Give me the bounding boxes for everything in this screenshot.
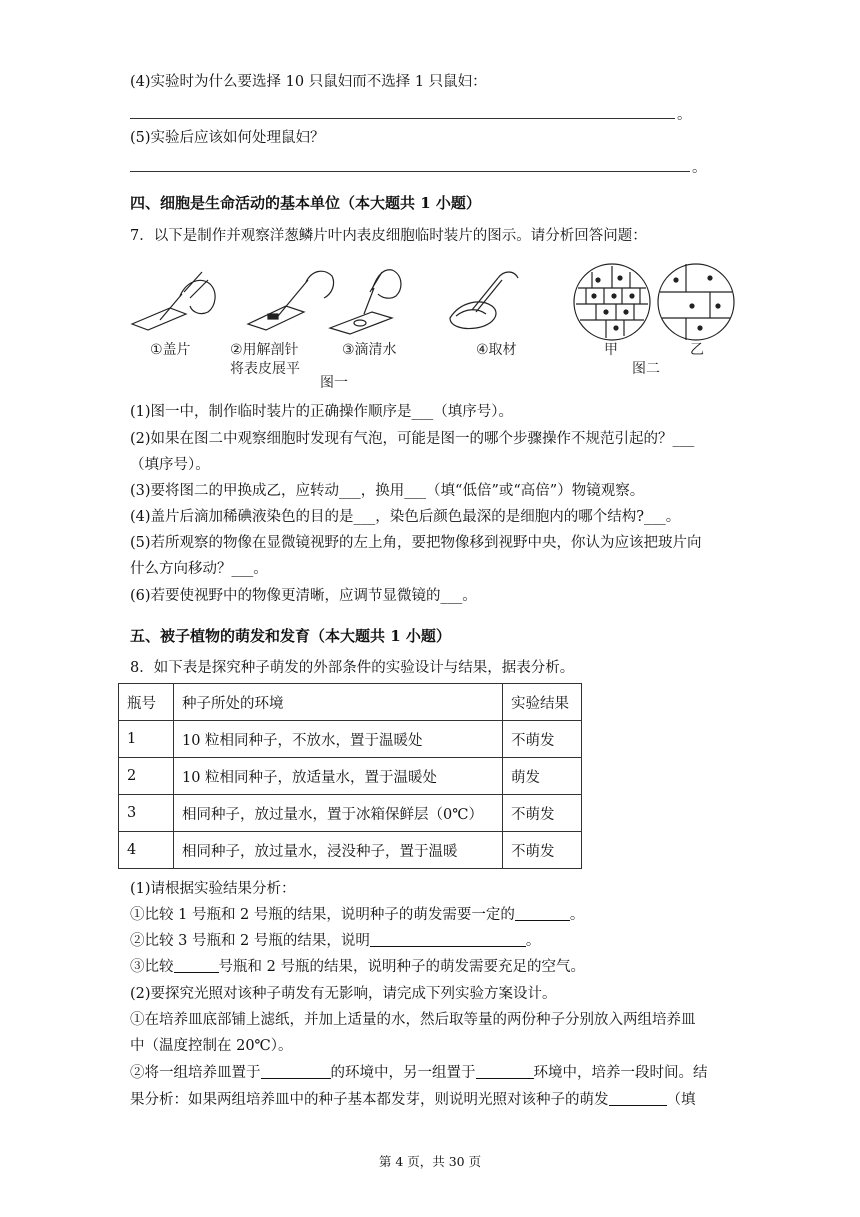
question-8-1c-text: ③比较 xyxy=(130,959,174,975)
question-8-2b-line1 xyxy=(130,1063,708,1083)
figure-two-caption: 图二 xyxy=(632,361,660,377)
table-header-cell: 种子所处的环境 xyxy=(174,684,503,721)
question-8-2b2-text: 果分析：如果两组培养皿中的种子基本都发芽，则说明光照对该种子的萌发 xyxy=(130,1092,609,1108)
answer-blank xyxy=(261,1064,331,1079)
question-8-2b2-text-post: （填 xyxy=(666,1092,696,1108)
period-6-5: 。 xyxy=(692,160,707,176)
question-8-2a-line1: ①在培养皿底部铺上滤纸，并加上适量的水，然后取等量的两份种子分别放入两组培养皿 xyxy=(130,1012,696,1028)
table-cell: 2 xyxy=(119,758,174,795)
page-footer: 第 4 页，共 30 页 xyxy=(378,1154,482,1169)
table-cell: 10 粒相同种子，不放水，置于温暖处 xyxy=(174,721,503,758)
question-6-5: (5)实验后应该如何处理鼠妇？ xyxy=(130,130,325,146)
table-cell: 不萌发 xyxy=(503,795,582,832)
question-7-2a: (2)如果在图二中观察细胞时发现有气泡，可能是图一的哪个步骤操作不规范引起的？___ xyxy=(130,431,695,447)
table-cell: 不萌发 xyxy=(503,832,582,869)
question-8-1c-text-post: 号瓶和 2 号瓶的结果，说明种子的萌发需要充足的空气。 xyxy=(218,959,585,975)
figure-one-caption: 图一 xyxy=(320,375,348,391)
answer-blank xyxy=(515,906,570,921)
question-8-1a xyxy=(130,905,584,925)
experiment-figure xyxy=(120,262,740,398)
figure-label-jia: 甲 xyxy=(604,342,618,358)
answer-line-6-5 xyxy=(130,171,690,172)
question-8-2b-text-post: 环境中，培养一段时间。结 xyxy=(533,1065,708,1081)
question-8-2b-text: ②将一组培养皿置于 xyxy=(130,1065,261,1081)
table-cell: 4 xyxy=(119,832,174,869)
question-7-stem: 7．以下是制作并观察洋葱鳞片叶内表皮细胞临时装片的图示。请分析回答问题： xyxy=(130,228,647,244)
question-8-2: (2)要探究光照对该种子萌发有无影响，请完成下列实验方案设计。 xyxy=(130,986,557,1002)
cover-slip-illustration xyxy=(132,272,215,330)
field-of-view-jia xyxy=(574,264,650,340)
figure-label-step2a: ②用解剖针 xyxy=(230,342,299,358)
table-cell: 萌发 xyxy=(503,758,582,795)
question-8-1b xyxy=(130,931,540,951)
answer-blank xyxy=(370,932,526,947)
answer-blank xyxy=(174,958,219,973)
question-6-4: (4)实验时为什么要选择 10 只鼠妇而不选择 1 只鼠妇： xyxy=(130,74,487,90)
section-4-title: 四、细胞是生命活动的基本单位（本大题共 1 小题） xyxy=(130,194,481,212)
answer-blank xyxy=(609,1091,667,1106)
question-8-stem: 8．如下表是探究种子萌发的外部条件的实验设计与结果，据表分析。 xyxy=(130,660,575,676)
table-cell: 1 xyxy=(119,721,174,758)
table-cell: 3 xyxy=(119,795,174,832)
question-8-1b-text: ②比较 3 号瓶和 2 号瓶的结果，说明 xyxy=(130,933,370,949)
question-7-5b: 什么方向移动？___。 xyxy=(130,561,268,577)
question-7-2b: （填序号）。 xyxy=(130,457,210,473)
question-8-2a-line2: 中（温度控制在 20℃）。 xyxy=(130,1038,293,1054)
table-header-cell: 瓶号 xyxy=(119,684,174,721)
table-cell: 相同种子，放过量水，置于冰箱保鲜层（0℃） xyxy=(174,795,503,832)
forceps-illustration xyxy=(450,272,518,329)
table-row xyxy=(119,795,582,832)
dissecting-needle-illustration xyxy=(248,271,334,330)
table-header-cell: 实验结果 xyxy=(503,684,582,721)
period: 。 xyxy=(525,933,541,949)
figure-label-step1: ①盖片 xyxy=(150,342,191,358)
question-8-2b-text-mid: 的环境中，另一组置于 xyxy=(330,1065,476,1081)
dropper-illustration xyxy=(330,270,401,334)
figure-label-step3: ③滴清水 xyxy=(342,342,397,358)
figure-label-step4: ④取材 xyxy=(476,342,517,358)
question-8-1a-text: ①比较 1 号瓶和 2 号瓶的结果，说明种子的萌发需要一定的 xyxy=(130,907,515,923)
question-7-6: (6)若要使视野中的物像更清晰，应调节显微镜的___。 xyxy=(130,588,477,604)
question-7-5a: (5)若所观察的物像在显微镜视野的左上角，要把物像移到视野中央，你认为应该把玻片向 xyxy=(130,535,702,551)
figure-label-step2b: 将表皮展平 xyxy=(230,361,300,377)
table-row xyxy=(119,832,582,869)
table-header-row xyxy=(119,684,582,721)
question-8-1: (1)请根据实验结果分析： xyxy=(130,881,296,897)
answer-line-6-4 xyxy=(130,118,675,119)
period-6-4: 。 xyxy=(677,107,692,123)
question-8-2b-line2 xyxy=(130,1090,696,1110)
table-cell: 相同种子，放过量水，浸没种子，置于温暖 xyxy=(174,832,503,869)
table-row xyxy=(119,758,582,795)
question-7-3: (3)要将图二的甲换成乙，应转动___，换用___（填“低倍”或“高倍”）物镜观察。 xyxy=(130,483,645,499)
table-row xyxy=(119,721,582,758)
table-cell: 10 粒相同种子，放适量水，置于温暖处 xyxy=(174,758,503,795)
period: 。 xyxy=(569,907,585,923)
section-5-title: 五、被子植物的萌发和发育（本大题共 1 小题） xyxy=(130,627,451,645)
question-7-4: (4)盖片后滴加稀碘液染色的目的是___，染色后颜色最深的是细胞内的哪个结构?___。 xyxy=(130,509,681,525)
experiment-table xyxy=(118,683,582,869)
field-of-view-yi xyxy=(658,264,734,340)
question-7-1: (1)图一中，制作临时装片的正确操作顺序是___（填序号）。 xyxy=(130,404,514,420)
question-8-1c xyxy=(130,957,585,977)
figure-label-yi: 乙 xyxy=(690,342,704,358)
answer-blank xyxy=(476,1064,534,1079)
table-cell: 不萌发 xyxy=(503,721,582,758)
